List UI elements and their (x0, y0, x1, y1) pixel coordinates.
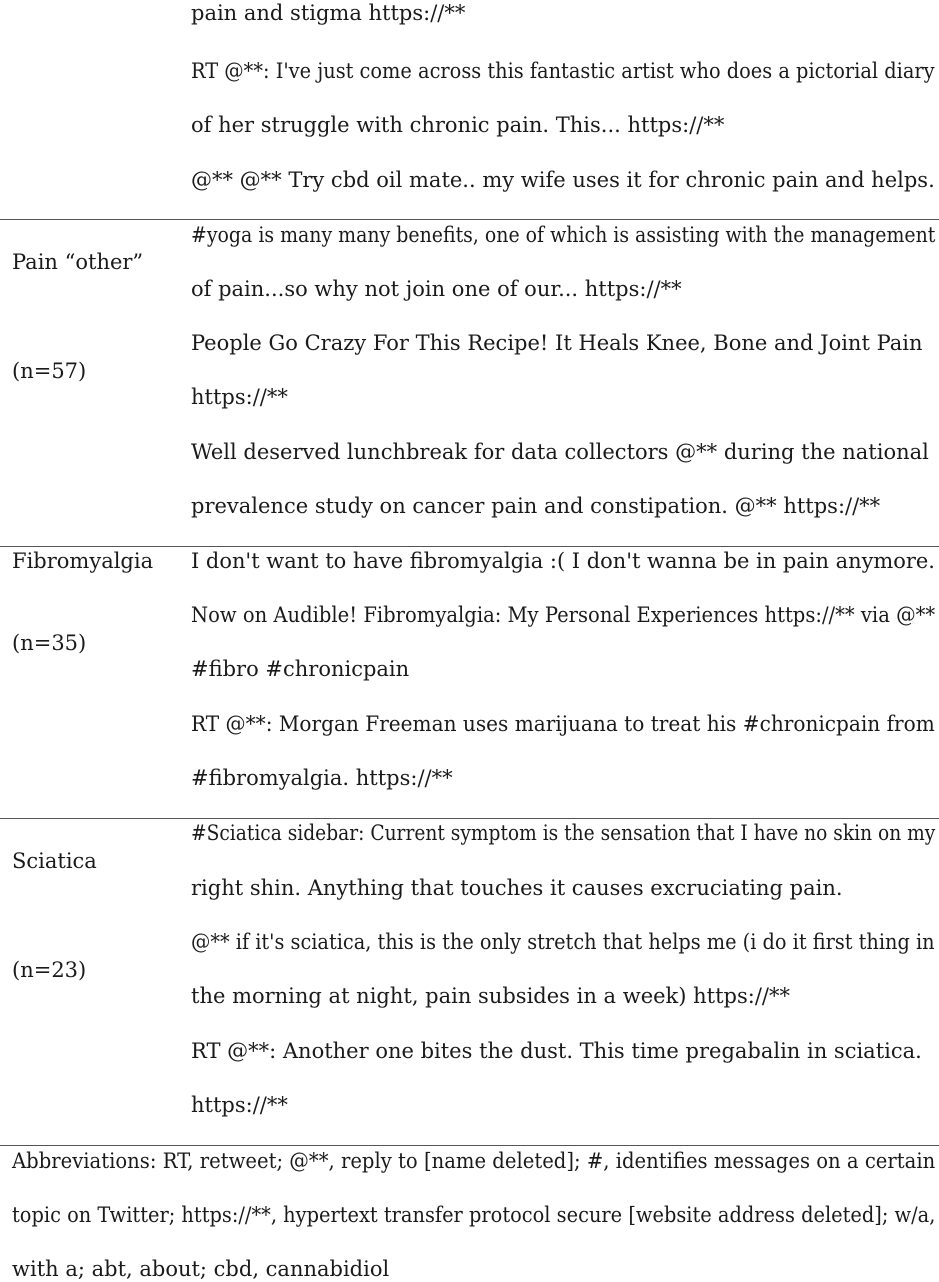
row-count-label: (n=23) (12, 958, 87, 982)
tweet-line: pain and stigma https://** (191, 1, 466, 25)
row-divider (0, 546, 939, 547)
footnote-line: with a; abt, about; cbd, cannabidiol (12, 1257, 390, 1281)
tweet-line: RT @**: I've just come across this fantastic artist who does a pictorial diary (191, 59, 935, 83)
tweet-line: Well deserved lunchbreak for data collectors @** during the national (191, 440, 929, 464)
tweet-line: RT @**: Another one bites the dust. This time pregabalin in sciatica. (191, 1039, 922, 1063)
tweet-line: Now on Audible! Fibromyalgia: My Personal Experiences https://** via @** (191, 603, 936, 627)
row-divider (0, 818, 939, 819)
tweet-line: I don't want to have fibromyalgia :( I don't wanna be in pain anymore. (191, 549, 935, 573)
tweet-line: #fibro #chronicpain (191, 657, 410, 681)
tweet-line: of her struggle with chronic pain. This... https://** (191, 113, 725, 137)
tweet-line: @** if it's sciatica, this is the only stretch that helps me (i do it first thing in (191, 930, 935, 954)
row-category-label: Sciatica (12, 849, 97, 873)
footnote-line: Abbreviations: RT, retweet; @**, reply to [name deleted]; #, identifies messages on a certain (12, 1149, 936, 1173)
tweet-line: #yoga is many many benefits, one of which is assisting with the management (191, 223, 936, 247)
tweet-line: RT @**: Morgan Freeman uses marijuana to treat his #chronicpain from (191, 712, 935, 736)
footnote-line: topic on Twitter; https://**, hypertext transfer protocol secure [website address deleted]; w/a, (12, 1203, 936, 1227)
row-count-label: (n=35) (12, 631, 87, 655)
row-category-label: Fibromyalgia (12, 549, 154, 573)
tweet-line: https://** (191, 1093, 288, 1117)
tweet-line: #fibromyalgia. https://** (191, 766, 453, 790)
tweet-line: right shin. Anything that touches it causes excruciating pain. (191, 876, 843, 900)
tweet-line: @** @** Try cbd oil mate.. my wife uses it for chronic pain and helps. (191, 168, 935, 192)
tweet-line: #Sciatica sidebar: Current symptom is the sensation that I have no skin on my (191, 821, 936, 845)
tweet-line: People Go Crazy For This Recipe! It Heals Knee, Bone and Joint Pain (191, 331, 923, 355)
tweet-line: https://** (191, 385, 288, 409)
row-divider (0, 219, 939, 220)
tweet-line: the morning at night, pain subsides in a week) https://** (191, 984, 791, 1008)
tweet-line: of pain...so why not join one of our... https://** (191, 277, 682, 301)
row-count-label: (n=57) (12, 359, 87, 383)
tweet-line: prevalence study on cancer pain and constipation. @** https://** (191, 494, 881, 518)
table-bottom-rule (0, 1145, 939, 1146)
row-category-label: Pain “other” (12, 250, 144, 274)
